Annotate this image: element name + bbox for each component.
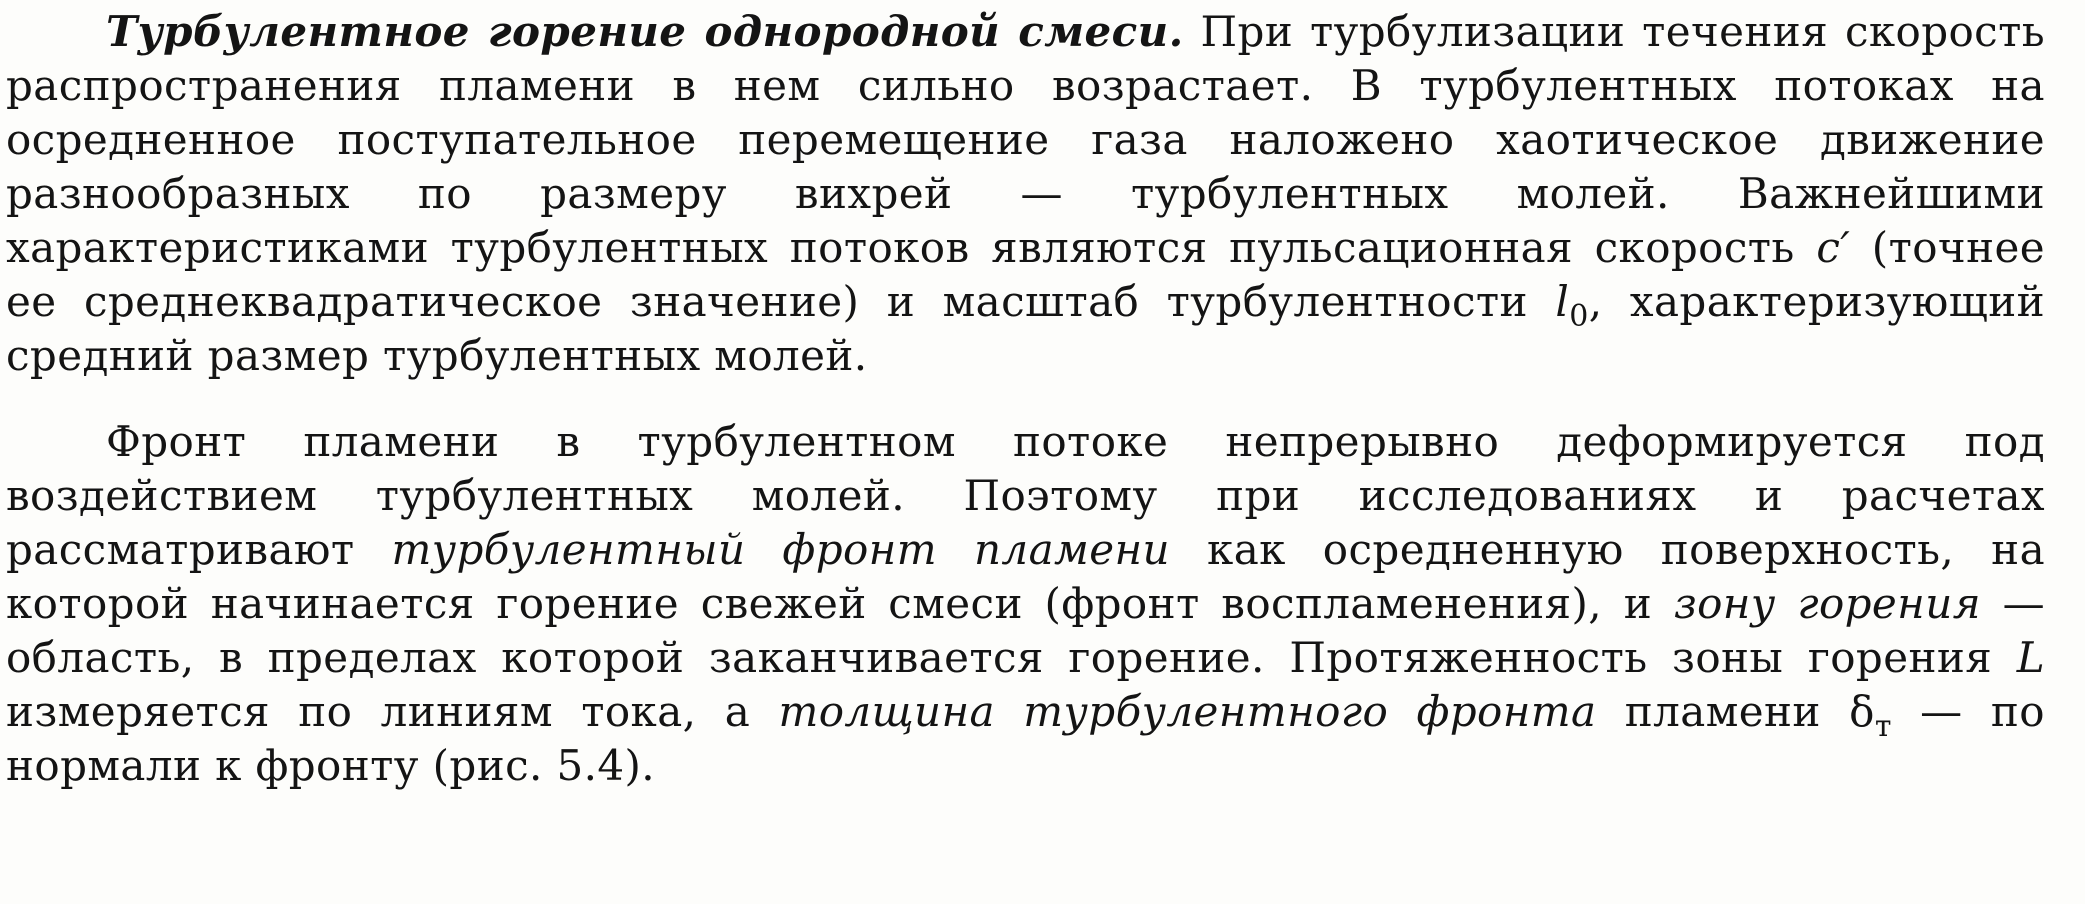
math-subscript-0: 0 (1569, 299, 1589, 334)
paragraph-turbulent-combustion (6, 5, 2045, 383)
math-symbol-c-prime: c′ (1816, 223, 1851, 272)
paragraph-text: (точнее ее среднеквадратическое значение) и масштаб турбулентности (6, 223, 2045, 326)
math-symbol-delta-t (1849, 687, 1892, 744)
math-symbol-L: L (2016, 633, 2045, 682)
paragraph-text: Фронт пламени в турбулентном потоке непрерывно деформируется под воздействием турбулентных молей. Поэтому при исследованиях и расчетах рассматривают (6, 417, 2045, 574)
math-symbol-l0 (1555, 277, 1589, 334)
emphasis-term: турбулентный фронт пламени (391, 525, 1171, 574)
paragraph-text: измеряется по линиям тока, а (6, 687, 779, 736)
paragraph-text: — по нормали к фронту (рис. 5.4). (6, 687, 2045, 790)
emphasis-term: толщина турбулентного фронта (778, 687, 1597, 736)
paragraph-text: При турбулизации течения скорость распространения пламени в нем сильно возрастает. В турбулентных потоках на осредненное поступательное перемещение газа наложено хаотическое движение разнообразных по размеру вихрей — турбулентных молей. Важнейшими характеристиками турбулентных потоков являются пульсационная скорость (6, 7, 2045, 272)
paragraph-flame-front (6, 415, 2045, 793)
math-symbol-delta: δ (1849, 687, 1875, 736)
section-heading: Турбулентное горение однородной смеси. (106, 7, 1184, 56)
paragraph-text: как осредненную поверхность, на которой начинается горение свежей смеси (фронт воспламенения), и (6, 525, 2046, 628)
emphasis-term: зону горения (1673, 579, 1981, 628)
paragraph-text: пламени (1596, 687, 1850, 736)
paragraph-text: — область, в пределах которой заканчивается горение. Протяженность зоны горения (6, 579, 2045, 682)
math-subscript-t: т (1874, 709, 1892, 744)
paragraph-text: , характеризующий средний размер турбулентных молей. (6, 277, 2045, 380)
math-symbol-l: l (1555, 277, 1570, 326)
